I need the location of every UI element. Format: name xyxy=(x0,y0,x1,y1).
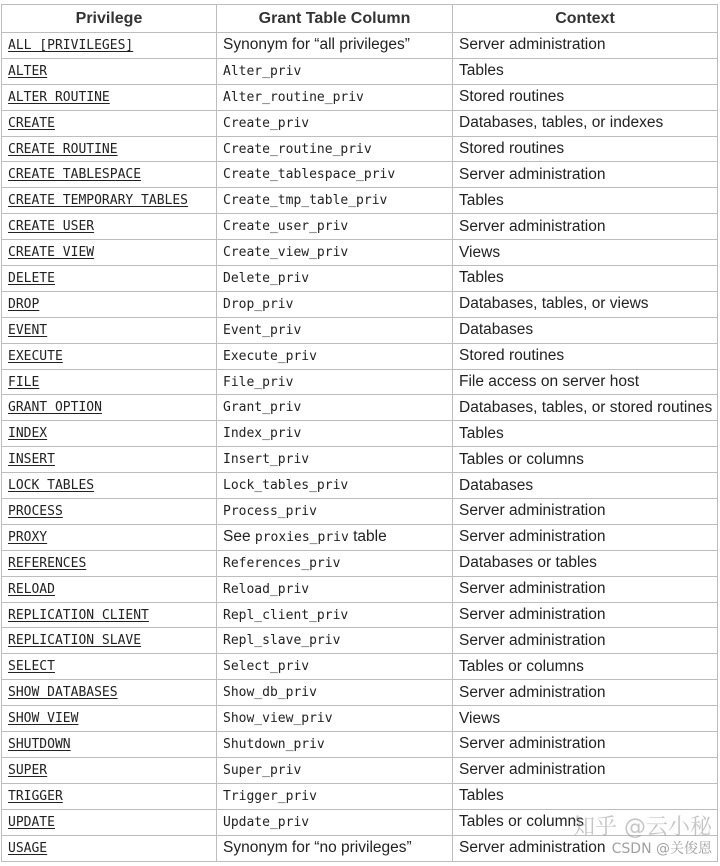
context-cell: Databases, tables, or stored routines xyxy=(453,395,718,421)
privilege-cell xyxy=(2,84,217,110)
context-cell: Tables or columns xyxy=(453,654,718,680)
privilege-cell xyxy=(2,162,217,188)
context-cell: Tables xyxy=(453,188,718,214)
table-row xyxy=(2,266,718,292)
privilege-cell xyxy=(2,110,217,136)
grant-column-cell: Show_view_priv xyxy=(217,706,453,732)
privilege-cell xyxy=(2,499,217,525)
grant-column-cell: Drop_priv xyxy=(217,291,453,317)
grant-column-cell: Create_view_priv xyxy=(217,240,453,266)
privilege-cell xyxy=(2,835,217,861)
context-cell: Tables or columns xyxy=(453,809,718,835)
grant-column-cell: Lock_tables_priv xyxy=(217,473,453,499)
grant-column-cell: Repl_client_priv xyxy=(217,602,453,628)
privilege-link[interactable]: ALL [PRIVILEGES] xyxy=(8,37,134,53)
context-cell: Views xyxy=(453,240,718,266)
grant-column-cell: Alter_priv xyxy=(217,58,453,84)
table-row xyxy=(2,317,718,343)
grant-column-cell: Repl_slave_priv xyxy=(217,628,453,654)
privilege-link[interactable]: PROCESS xyxy=(8,503,63,519)
privilege-cell xyxy=(2,524,217,550)
grant-column-cell: Create_tmp_table_priv xyxy=(217,188,453,214)
grant-column-cell: Synonym for “no privileges” xyxy=(217,835,453,861)
context-cell: Server administration xyxy=(453,524,718,550)
grant-column-cell: Create_tablespace_priv xyxy=(217,162,453,188)
table-row xyxy=(2,447,718,473)
privilege-link[interactable]: PROXY xyxy=(8,529,48,545)
privilege-link[interactable]: LOCK TABLES xyxy=(8,478,95,494)
context-cell: Server administration xyxy=(453,576,718,602)
header-context: Context xyxy=(453,5,718,33)
context-cell: Databases xyxy=(453,317,718,343)
table-row xyxy=(2,654,718,680)
table-row xyxy=(2,110,718,136)
header-privilege: Privilege xyxy=(2,5,217,33)
privilege-cell xyxy=(2,58,217,84)
table-row xyxy=(2,732,718,758)
table-row xyxy=(2,395,718,421)
privilege-cell xyxy=(2,706,217,732)
grant-column-cell xyxy=(217,524,453,550)
context-cell: Server administration xyxy=(453,732,718,758)
privilege-cell xyxy=(2,473,217,499)
grant-column-cell: Synonym for “all privileges” xyxy=(217,33,453,59)
privilege-link[interactable]: DROP xyxy=(8,296,40,312)
table-row xyxy=(2,757,718,783)
table-row xyxy=(2,291,718,317)
context-cell: Server administration xyxy=(453,214,718,240)
table-row xyxy=(2,58,718,84)
grant-column-cell: Event_priv xyxy=(217,317,453,343)
privilege-link[interactable]: REPLICATION SLAVE xyxy=(8,633,142,649)
privilege-link[interactable]: SHOW VIEW xyxy=(8,711,79,727)
watermark-zhihu: 知乎 @云小秘 xyxy=(573,814,712,840)
privilege-cell xyxy=(2,240,217,266)
privilege-link[interactable]: TRIGGER xyxy=(8,788,63,804)
table-row xyxy=(2,524,718,550)
grant-column-cell: Show_db_priv xyxy=(217,680,453,706)
privilege-link[interactable]: EXECUTE xyxy=(8,348,63,364)
privilege-link[interactable]: SUPER xyxy=(8,762,48,778)
privilege-cell xyxy=(2,447,217,473)
context-cell: Views xyxy=(453,706,718,732)
table-row xyxy=(2,240,718,266)
privilege-cell xyxy=(2,266,217,292)
grant-column-cell: References_priv xyxy=(217,550,453,576)
privilege-cell xyxy=(2,576,217,602)
context-cell: Databases or tables xyxy=(453,550,718,576)
table-row xyxy=(2,84,718,110)
context-cell: Tables xyxy=(453,783,718,809)
header-grant-table-column: Grant Table Column xyxy=(217,5,453,33)
grant-column-cell: Create_user_priv xyxy=(217,214,453,240)
grant-column-cell: Select_priv xyxy=(217,654,453,680)
header-row xyxy=(2,5,718,33)
table-row xyxy=(2,499,718,525)
privilege-cell xyxy=(2,214,217,240)
table-row xyxy=(2,680,718,706)
grant-column-cell: Index_priv xyxy=(217,421,453,447)
privilege-cell xyxy=(2,602,217,628)
privilege-link[interactable]: UPDATE xyxy=(8,814,55,830)
privilege-link[interactable]: SHOW DATABASES xyxy=(8,685,118,701)
privilege-cell xyxy=(2,188,217,214)
table-row xyxy=(2,550,718,576)
context-cell: Stored routines xyxy=(453,84,718,110)
table-row xyxy=(2,33,718,59)
grant-column-part: table xyxy=(348,528,387,546)
grant-column-cell: Reload_priv xyxy=(217,576,453,602)
grant-column-cell: Trigger_priv xyxy=(217,783,453,809)
privilege-link[interactable]: ALTER ROUTINE xyxy=(8,89,110,105)
table-row xyxy=(2,162,718,188)
privilege-cell xyxy=(2,291,217,317)
context-cell: Tables xyxy=(453,266,718,292)
context-cell: Server administration xyxy=(453,162,718,188)
grant-column-cell: Execute_priv xyxy=(217,343,453,369)
privileges-table xyxy=(1,4,718,862)
privilege-link[interactable]: USAGE xyxy=(8,840,48,856)
privilege-link[interactable]: DELETE xyxy=(8,270,55,286)
privilege-link[interactable]: REPLICATION CLIENT xyxy=(8,607,149,623)
grant-column-cell: File_priv xyxy=(217,369,453,395)
privilege-cell xyxy=(2,369,217,395)
watermark xyxy=(573,815,712,858)
privilege-link[interactable]: GRANT OPTION xyxy=(8,400,102,416)
privilege-link[interactable]: RELOAD xyxy=(8,581,55,597)
table-row xyxy=(2,706,718,732)
grant-column-cell: Super_priv xyxy=(217,757,453,783)
privilege-link[interactable]: ALTER xyxy=(8,63,48,79)
privilege-cell xyxy=(2,732,217,758)
context-cell: Server administration xyxy=(453,757,718,783)
table-row xyxy=(2,214,718,240)
table-row xyxy=(2,343,718,369)
table-row xyxy=(2,188,718,214)
privilege-cell xyxy=(2,33,217,59)
privilege-link[interactable]: CREATE ROUTINE xyxy=(8,141,118,157)
privilege-link[interactable]: FILE xyxy=(8,374,40,390)
table-row xyxy=(2,473,718,499)
context-cell: File access on server host xyxy=(453,369,718,395)
grant-column-cell: Create_routine_priv xyxy=(217,136,453,162)
context-cell: Server administration xyxy=(453,628,718,654)
table-row xyxy=(2,369,718,395)
grant-column-cell: Create_priv xyxy=(217,110,453,136)
privilege-cell xyxy=(2,136,217,162)
context-cell: Tables or columns xyxy=(453,447,718,473)
privilege-cell xyxy=(2,809,217,835)
table-row xyxy=(2,628,718,654)
privilege-cell xyxy=(2,395,217,421)
table-row xyxy=(2,421,718,447)
context-cell: Stored routines xyxy=(453,136,718,162)
context-cell: Databases xyxy=(453,473,718,499)
grant-column-cell: Process_priv xyxy=(217,499,453,525)
privilege-link[interactable]: EVENT xyxy=(8,322,48,338)
grant-column-part: See xyxy=(223,528,255,546)
context-cell: Server administration xyxy=(453,33,718,59)
context-cell: Server administration xyxy=(453,835,718,861)
privilege-cell xyxy=(2,680,217,706)
privilege-cell xyxy=(2,550,217,576)
context-cell: Server administration xyxy=(453,602,718,628)
privilege-link[interactable]: INDEX xyxy=(8,426,48,442)
table-row xyxy=(2,602,718,628)
grant-column-cell: Shutdown_priv xyxy=(217,732,453,758)
table-row xyxy=(2,136,718,162)
privilege-link[interactable]: CREATE VIEW xyxy=(8,245,95,261)
privilege-link[interactable]: REFERENCES xyxy=(8,555,87,571)
context-cell: Server administration xyxy=(453,499,718,525)
privilege-link[interactable]: CREATE xyxy=(8,115,55,131)
watermark-csdn: CSDN @关俊恩 xyxy=(611,841,712,858)
privilege-cell xyxy=(2,654,217,680)
privilege-cell xyxy=(2,757,217,783)
privilege-link[interactable]: SHUTDOWN xyxy=(8,736,71,752)
privilege-link[interactable]: INSERT xyxy=(8,452,55,468)
privilege-cell xyxy=(2,628,217,654)
grant-column-part: proxies_priv xyxy=(254,530,349,546)
privilege-link[interactable]: SELECT xyxy=(8,659,55,675)
privilege-link[interactable]: CREATE TABLESPACE xyxy=(8,167,142,183)
grant-column-cell: Grant_priv xyxy=(217,395,453,421)
privilege-cell xyxy=(2,421,217,447)
privilege-cell xyxy=(2,783,217,809)
context-cell: Tables xyxy=(453,421,718,447)
context-cell: Stored routines xyxy=(453,343,718,369)
privilege-cell xyxy=(2,343,217,369)
context-cell: Server administration xyxy=(453,680,718,706)
context-cell: Tables xyxy=(453,58,718,84)
table-row xyxy=(2,576,718,602)
table-row xyxy=(2,783,718,809)
privilege-link[interactable]: CREATE USER xyxy=(8,219,95,235)
grant-column-cell: Update_priv xyxy=(217,809,453,835)
privilege-cell xyxy=(2,317,217,343)
context-cell: Databases, tables, or indexes xyxy=(453,110,718,136)
grant-column-cell: Alter_routine_priv xyxy=(217,84,453,110)
grant-column-cell: Insert_priv xyxy=(217,447,453,473)
context-cell: Databases, tables, or views xyxy=(453,291,718,317)
grant-column-cell: Delete_priv xyxy=(217,266,453,292)
privilege-link[interactable]: CREATE TEMPORARY TABLES xyxy=(8,193,189,209)
